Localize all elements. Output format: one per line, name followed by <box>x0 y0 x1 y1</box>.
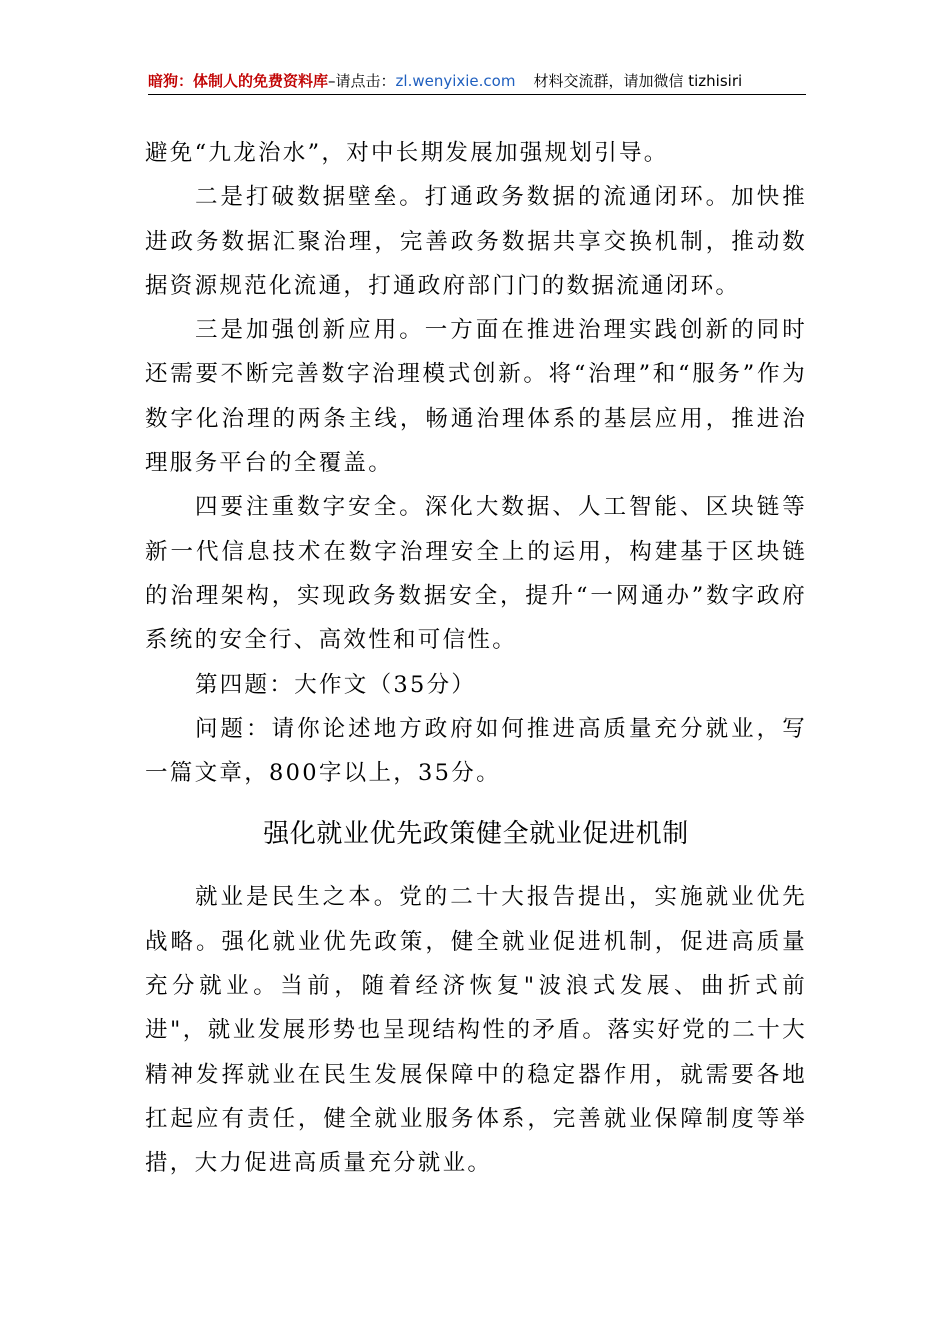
header-brand: 暗狗：体制人的免费资料库 <box>148 72 329 90</box>
question-prompt: 问题：请你论述地方政府如何推进高质量充分就业，写一篇文章，800字以上，35分。 <box>145 715 807 787</box>
paragraph-point-two: 二是打破数据壁垒。打通政务数据的流通闭环。加快推进政务数据汇聚治理，完善政务数据共享交换机制，推动数据资源规范化流通，打通政府部门门的数据流通闭环。 <box>145 184 807 299</box>
essay-title: 强化就业优先政策健全就业促进机制 <box>263 819 689 850</box>
paragraph-continuation: 避免“九龙治水”，对中长期发展加强规划引导。 <box>145 140 669 166</box>
header-group-note: 材料交流群，请加微信 tizhisiri <box>533 72 743 90</box>
essay-paragraph: 就业是民生之本。党的二十大报告提出，实施就业优先战略。强化就业优先政策，健全就业促进机制，促进高质量充分就业。当前，随着经济恢复"波浪式发展、曲折式前进"，就业发展形势也呈现结构性的矛盾。落实好党的二十大精神发挥就业在民生发展保障中的稳定器作用，就需要各地扛起应有责任，健全就业服务体系，完善就业保障制度等举措，大力促进高质量充分就业。 <box>145 884 807 1177</box>
document-body <box>145 131 807 1186</box>
paragraph-point-four: 四要注重数字安全。深化大数据、人工智能、区块链等新一代信息技术在数字治理安全上的运用，构建基于区块链的治理架构，实现政务数据安全，提升“一网通办”数字政府系统的安全行、高效性和可信性。 <box>145 494 807 654</box>
paragraph-point-three: 三是加强创新应用。一方面在推进治理实践创新的同时还需要不断完善数字治理模式创新。将“治理”和“服务”作为数字化治理的两条主线，畅通治理体系的基层应用，推进治理服务平台的全覆盖。 <box>145 317 807 477</box>
header-site-link[interactable]: zl.wenyixie.com <box>395 72 516 90</box>
header-click-prompt: –请点击： <box>328 72 396 90</box>
question-heading: 第四题：大作文（35分） <box>195 671 477 698</box>
page-header <box>148 68 806 95</box>
